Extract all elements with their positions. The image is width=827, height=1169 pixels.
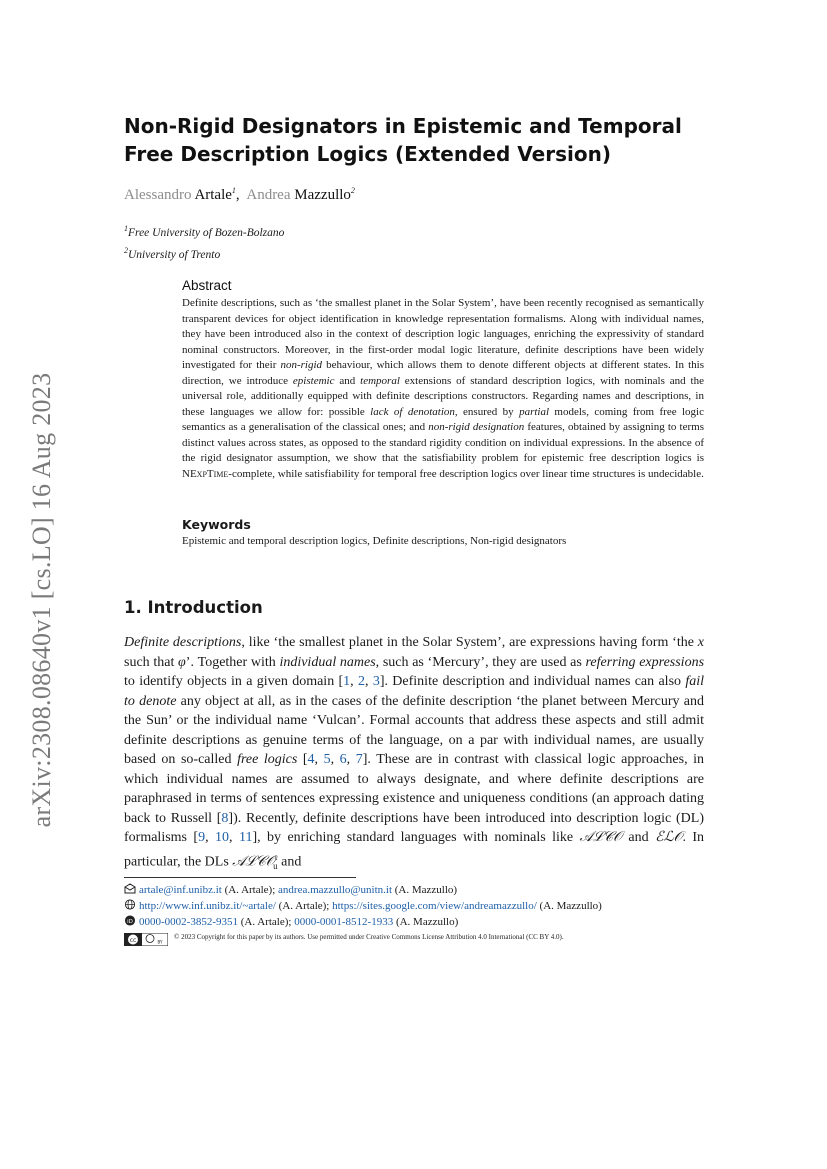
author-1-affil-mark: 1: [231, 186, 236, 195]
abstract-text: Definite descriptions, such as ‘the smallest planet in the Solar System’, have been recently recognised as semantically transparent devices for object identification in knowledge representation formalisms. Along with individual names, they have been introduced also in the context of description logic languages, enriching the expressivity of standard nominal constructors. Moreover, in the first-order modal logic literature, definite descriptions have been widely investigated for their non-rigid behaviour, which allows them to denote different objects at different states. In this direction, we introduce epistemic and temporal extensions of standard description logics, with nominals and the universal role, additionally equipped with definite descriptions constructors. Regarding names and descriptions, in these languages we allow for: possible lack of denotation, ensured by partial models, coming from free logic semantics as a generalisation of the classical ones; and non-rigid designation features, obtained by assigning to terms distinct values across states, as opposed to the standard rigidity condition on individual expressions. In the absence of the rigid designator assumption, we show that the satisfiability problem for epistemic free description logics is NExpTime-complete, while satisfiability for temporal free description logics over linear time structures is undecidable.: [182, 297, 704, 480]
keywords-heading: Keywords: [182, 517, 251, 532]
author-list: [124, 186, 355, 204]
homepage-link-mazzullo[interactable]: https://sites.google.com/view/andreamazzullo/: [332, 900, 537, 912]
citation-link[interactable]: 8: [221, 810, 229, 826]
affiliations: [124, 220, 284, 264]
svg-text:BY: BY: [157, 939, 163, 945]
citation-link[interactable]: 7: [355, 752, 363, 767]
homepage-link-artale[interactable]: http://www.inf.unibz.it/~artale/: [139, 900, 276, 912]
email-link-artale[interactable]: artale@inf.unibz.it: [139, 884, 222, 896]
footnote-emails: artale@inf.unibz.it (A. Artale); andrea.mazzullo@unitn.it (A. Mazzullo): [124, 883, 457, 896]
globe-icon: [124, 899, 136, 910]
introduction-paragraph: Definite descriptions, like ‘the smallest planet in the Solar System’, are expressions having form ‘the x such that φ’. Together with individual names, such as ‘Mercury’, they are used as referring expressions to identify objects in a given domain [1, 2, 3]. Definite description and individual names can also fail to denote any object at all, as in the cases of the definite description ‘the planet between Mercury and the Sun’ or the individual name ‘Vulcan’. Formal accounts that address these aspects and still admit definite descriptions as genuine terms of the language, on a par with individual names, are usually based on so-called free logics [4, 5, 6, 7]. These are in contrast with classical logic approaches, in which individual names are assumed to always designate, and where definite descriptions are paraphrased in terms of sentences expressing existence and uniqueness conditions (an approach dating back to Russell [8]). Recently, definite descriptions have been introduced into description logic (DL) formalisms [9, 10, 11], by enriching standard languages with nominals like 𝒜ℒ𝒞𝒪 and ℰℒ𝒪. In particular, the DLs 𝒜ℒ𝒞𝒪$^\iota_u$ and: [124, 635, 705, 871]
author-2-first-name: Andrea: [246, 187, 291, 203]
keywords-text: Epistemic and temporal description logics, Definite descriptions, Non-rigid designators: [182, 535, 567, 547]
arxiv-sidebar: [25, 355, 59, 845]
email-link-mazzullo[interactable]: andrea.mazzullo@unitn.it: [278, 884, 393, 896]
citation-link[interactable]: 10: [215, 830, 230, 845]
arxiv-identifier: arXiv:2308.08640v1 [cs.LO] 16 Aug 2023: [27, 372, 56, 828]
citation-link[interactable]: 11: [238, 830, 253, 845]
section-heading: 1. Introduction: [124, 598, 263, 617]
author-1-first-name: Alessandro: [124, 187, 192, 203]
abstract-heading: Abstract: [182, 278, 232, 293]
citation-link[interactable]: 6: [339, 752, 347, 767]
title-line-2: Free Description Logics (Extended Version): [124, 142, 611, 166]
citation-link[interactable]: 4: [307, 752, 315, 767]
paper-title: [124, 112, 724, 168]
author-separator: ,: [235, 187, 240, 203]
cc-license-badge: [124, 931, 168, 944]
citation-link[interactable]: 9: [198, 830, 206, 845]
copyright-notice: © 2023 Copyright for this paper by its authors. Use permitted under Creative Commons License Attribution 4.0 International (CC BY 4.0).: [174, 933, 564, 941]
orcid-link-artale[interactable]: 0000-0002-3852-9351: [139, 916, 238, 928]
author-1-last-name: Artale: [194, 187, 232, 203]
svg-text:cc: cc: [129, 937, 137, 944]
author-2-last-name: Mazzullo: [294, 187, 351, 203]
footnote-rule: [124, 877, 356, 878]
citation-link[interactable]: 1: [343, 674, 351, 689]
author-2-affil-mark: 2: [350, 186, 355, 195]
citation-link[interactable]: 3: [372, 674, 380, 689]
orcid-link-mazzullo[interactable]: 0000-0001-8512-1933: [294, 916, 394, 928]
citation-link[interactable]: 5: [323, 752, 331, 767]
title-line-1: Non-Rigid Designators in Epistemic and Temporal: [124, 114, 682, 138]
affiliation-1: $^1$Free University of Bozen-Bolzano: [124, 224, 285, 239]
footnote-urls: http://www.inf.unibz.it/~artale/ (A. Artale); https://sites.google.com/view/andreamazzullo/ (A. Mazzullo): [124, 899, 602, 912]
footnote-orcids: iD 0000-0002-3852-9351 (A. Artale); 0000-0001-8512-1933 (A. Mazzullo): [124, 915, 458, 928]
envelope-icon: [124, 883, 136, 894]
citation-link[interactable]: 2: [358, 674, 365, 689]
svg-text:iD: iD: [127, 918, 133, 925]
orcid-icon: [124, 915, 136, 926]
affiliation-2: $^2$University of Trento: [124, 245, 221, 261]
